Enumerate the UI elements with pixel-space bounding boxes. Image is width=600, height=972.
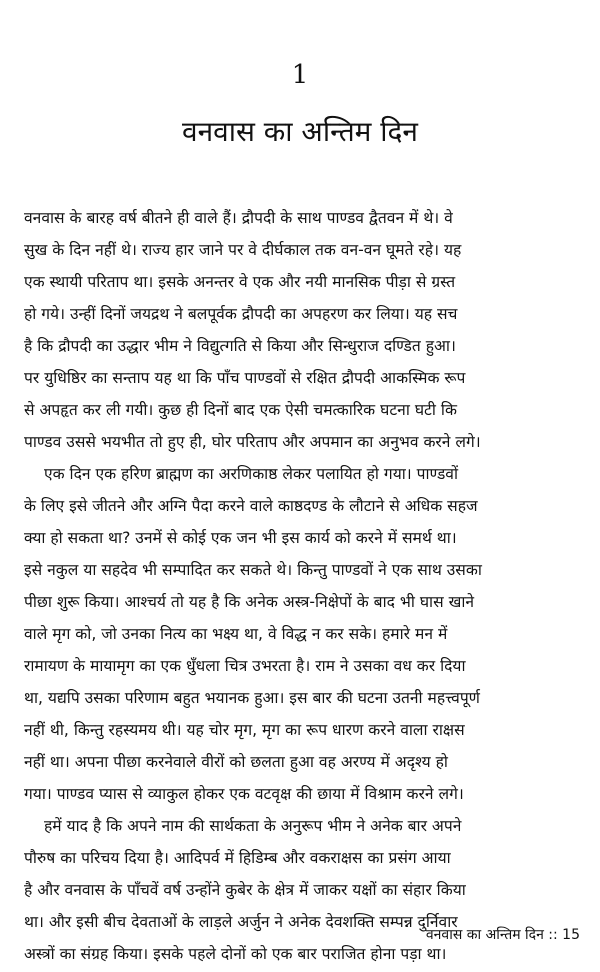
- paragraph-start-line: हमें याद है कि अपने नाम की सार्थकता के अनुरूप भीम ने अनेक बार अपने: [44, 817, 462, 835]
- chapter-title: वनवास का अन्तिम दिन: [182, 115, 418, 148]
- chapter-number: 1: [291, 60, 309, 90]
- text-line: है कि द्रौपदी का उद्धार भीम ने विद्युत्गति से किया और सिन्धुराज दण्डित हुआ।: [24, 337, 456, 355]
- text-line: वाले मृग को, जो उनका नित्य का भक्ष्य था, वे विद्ध न कर सके। हमारे मन में: [24, 625, 448, 643]
- text-line: है और वनवास के पाँचवें वर्ष उन्होंने कुबेर के क्षेत्र में जाकर यक्षों का संहार किया: [24, 881, 466, 899]
- text-line: गया। पाण्डव प्यास से व्याकुल होकर एक वटवृक्ष की छाया में विश्राम करने लगे।: [24, 785, 464, 803]
- text-line: से अपहृत कर ली गयी। कुछ ही दिनों बाद एक ऐसी चमत्कारिक घटना घटी कि: [24, 401, 457, 419]
- text-line: अस्त्रों का संग्रह किया। इसके पहले दोनों को एक बार पराजित होना पड़ा था।: [24, 945, 447, 963]
- text-line: था, यद्यपि उसका परिणाम बहुत भयानक हुआ। इस बार की घटना उतनी महत्त्वपूर्ण: [24, 689, 480, 707]
- text-line: एक स्थायी परिताप था। इसके अनन्तर वे एक और नयी मानसिक पीड़ा से ग्रस्त: [24, 273, 456, 291]
- text-line: पौरुष का परिचय दिया है। आदिपर्व में हिडिम्ब और वकराक्षस का प्रसंग आया: [24, 849, 451, 867]
- text-line: सुख के दिन नहीं थे। राज्य हार जाने पर वे दीर्घकाल तक वन-वन घूमते रहे। यह: [24, 241, 462, 259]
- text-line: नहीं था। अपना पीछा करनेवाले वीरों को छलता हुआ वह अरण्य में अदृश्य हो: [24, 753, 448, 771]
- text-line: था। और इसी बीच देवताओं के लाड़ले अर्जुन ने अनेक देवशक्ति सम्पन्न दुर्निवार: [24, 913, 458, 931]
- text-line: पाण्डव उससे भयभीत तो हुए ही, घोर परिताप और अपमान का अनुभव करने लगे।: [24, 433, 481, 451]
- text-line: इसे नकुल या सहदेव भी सम्पादित कर सकते थे। किन्तु पाण्डवों ने एक साथ उसका: [24, 561, 482, 579]
- running-footer: वनवास का अन्तिम दिन :: 15: [425, 927, 580, 943]
- text-line: वनवास के बारह वर्ष बीतने ही वाले हैं। द्रौपदी के साथ पाण्डव द्वैतवन में थे। वे: [24, 209, 453, 227]
- text-line: पीछा शुरू किया। आश्चर्य तो यह है कि अनेक अस्त्र-निक्षेपों के बाद भी घास खाने: [24, 593, 475, 611]
- text-line: हो गये। उन्हीं दिनों जयद्रथ ने बलपूर्वक द्रौपदी का अपहरण कर लिया। यह सच: [24, 305, 458, 323]
- text-line: पर युधिष्ठिर का सन्ताप यह था कि पाँच पाण्डवों से रक्षित द्रौपदी आकस्मिक रूप: [24, 369, 466, 387]
- paragraph-start-line: एक दिन एक हरिण ब्राह्मण का अरणिकाष्ठ लेकर पलायित हो गया। पाण्डवों: [44, 465, 459, 483]
- text-line: नहीं थी, किन्तु रहस्यमय थी। यह चोर मृग, मृग का रूप धारण करने वाला राक्षस: [24, 721, 465, 739]
- text-line: क्या हो सकता था? उनमें से कोई एक जन भी इस कार्य को करने में समर्थ था।: [24, 529, 457, 547]
- text-line: के लिए इसे जीतने और अग्नि पैदा करने वाले काष्ठदण्ड के लौटाने से अधिक सहज: [24, 497, 478, 515]
- body-text: [24, 202, 584, 970]
- text-line: रामायण के मायामृग का एक धुँधला चित्र उभरता है। राम ने उसका वध कर दिया: [24, 657, 466, 675]
